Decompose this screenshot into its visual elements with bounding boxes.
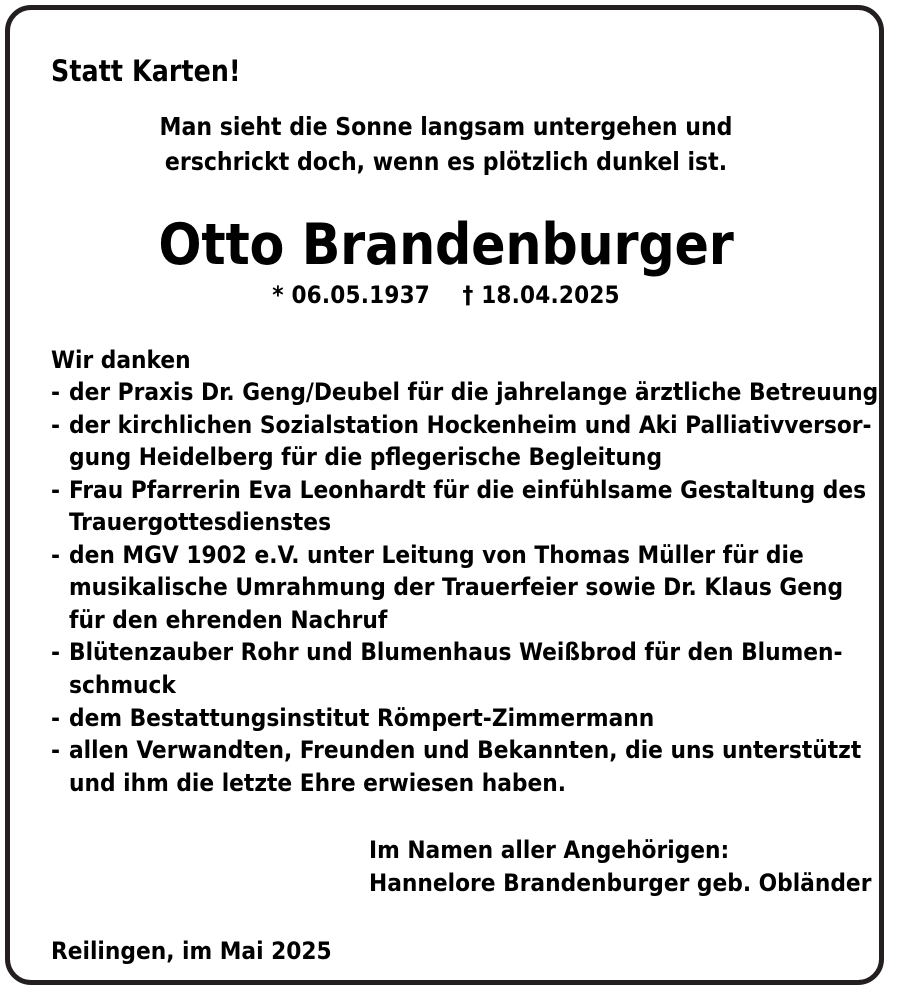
thanks-item-line: schmuck: [69, 671, 176, 700]
notice-content: [10, 10, 879, 980]
death-date: 18.04.2025: [481, 280, 620, 309]
thanks-list-item: [51, 539, 844, 637]
thanks-item-line: Frau Pfarrerin Eva Leonhardt für die einfühlsame Gestaltung des: [69, 475, 867, 504]
thanks-list-item: [51, 702, 841, 735]
thanks-section: [51, 307, 879, 800]
thanks-item-line: der kirchlichen Sozialstation Hockenheim und Aki Palliativversor-: [69, 410, 872, 439]
place-and-date: Reilingen, im Mai 2025: [51, 937, 332, 966]
notice-heading: Statt Karten!: [51, 54, 241, 88]
memorial-verse: [51, 86, 841, 180]
cross-dagger-icon: †: [462, 280, 474, 309]
thanks-item-line: allen Verwandten, Freunden und Bekannten, die uns unterstützt: [69, 736, 862, 765]
thanks-list: [51, 376, 879, 799]
thanks-item-line: Trauergottesdienstes: [69, 508, 332, 537]
thanks-list-item: [51, 734, 862, 799]
bullet-dash-icon: -: [51, 736, 61, 765]
thanks-item-line: und ihm die letzte Ehre erwiesen haben.: [69, 768, 567, 797]
bullet-dash-icon: -: [51, 540, 61, 569]
bullet-dash-icon: -: [51, 703, 61, 732]
thanks-item-line: für den ehrenden Nachruf: [69, 605, 388, 634]
bullet-dash-icon: -: [51, 410, 61, 439]
thanks-item-line: dem Bestattungsinstitut Römpert-Zimmermann: [69, 703, 655, 732]
verse-line-2: erschrickt doch, wenn es plötzlich dunkel ist.: [164, 146, 728, 176]
birth-date: 06.05.1937: [291, 280, 431, 309]
thanks-list-item: [51, 636, 841, 701]
verse-line-1: Man sieht die Sonne langsam untergehen und: [159, 112, 733, 141]
thanks-list-item: [51, 376, 879, 409]
bullet-dash-icon: -: [51, 475, 61, 504]
thanks-item-line: den MGV 1902 e.V. unter Leitung von Thomas Müller für die: [69, 540, 804, 569]
thanks-list-item: [51, 474, 867, 539]
bullet-dash-icon: -: [51, 378, 61, 407]
bullet-dash-icon: -: [51, 638, 61, 667]
signature-block: [51, 799, 872, 899]
thanks-item-line: gung Heidelberg für die pflegerische Begleitung: [69, 443, 663, 472]
thanks-intro: Wir danken: [51, 345, 191, 374]
thanks-item-line: Blütenzauber Rohr und Blumenhaus Weißbrod für den Blumen-: [69, 638, 843, 667]
deceased-name: Otto Brandenburger: [158, 211, 734, 278]
thanks-item-line: musikalische Umrahmung der Trauerfeier sowie Dr. Klaus Geng: [69, 573, 844, 602]
birth-symbol-icon: *: [272, 280, 284, 309]
memorial-notice-card: [5, 5, 884, 985]
thanks-item-line: der Praxis Dr. Geng/Deubel für die jahrelange ärztliche Betreuung: [69, 378, 879, 407]
thanks-list-item: [51, 409, 872, 474]
signature-line-1: Im Namen aller Angehörigen:: [369, 836, 730, 865]
signature-line-2: Hannelore Brandenburger geb. Obländer: [369, 868, 872, 897]
life-dates: [51, 274, 841, 307]
